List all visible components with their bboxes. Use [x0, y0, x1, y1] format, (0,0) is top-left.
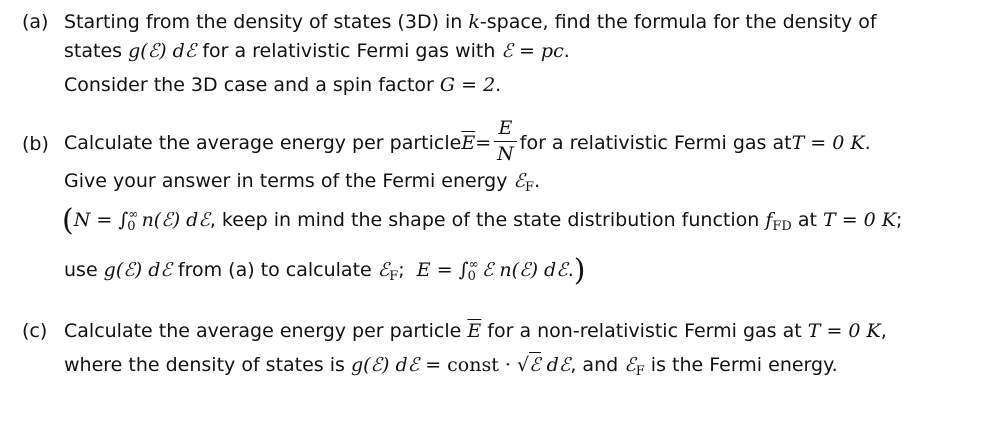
math-e-int: E = ∫	[416, 259, 469, 281]
math-e-bar: $\overline{E}$	[461, 131, 476, 154]
part-c-label: (c)	[22, 320, 48, 342]
text: ;	[896, 209, 903, 231]
text: , keep in mind the shape of the state distribution function	[209, 209, 766, 231]
math-n-int: N = ∫	[73, 209, 129, 231]
text: where the density of states is	[64, 354, 351, 376]
math-g-2: G = 2	[439, 74, 496, 96]
math-n-de: n(ℰ) dℰ	[135, 209, 210, 231]
text: for a relativistic Fermi gas at	[519, 131, 792, 154]
part-c-line-2	[64, 354, 838, 379]
part-b-line-4	[64, 253, 586, 288]
text: .	[495, 74, 502, 96]
math-ef-sub: F	[389, 269, 399, 284]
part-a-line-2	[64, 42, 570, 61]
text: at	[791, 209, 823, 231]
text: Consider the 3D case and a spin factor	[64, 74, 440, 96]
math-ef: ℰ	[513, 170, 526, 192]
text: from (a) to calculate	[171, 259, 378, 281]
math-t-0k: T = 0 K	[791, 131, 865, 154]
math-g-de: g(ℰ) dℰ	[103, 259, 172, 281]
math-ef-sub: F	[525, 180, 535, 195]
open-paren: (	[62, 203, 74, 238]
text: -space, find the formula for the density of	[479, 11, 877, 33]
part-b-line-1	[64, 118, 871, 168]
part-a-label: (a)	[22, 11, 49, 33]
text: states	[64, 40, 129, 62]
text: for a relativistic Fermi gas with	[196, 40, 502, 62]
math-g-de: g(ℰ) dℰ	[128, 40, 197, 62]
text: .	[534, 170, 541, 192]
math-const: = const ·	[419, 354, 517, 376]
text: Give your answer in terms of the Fermi energy	[64, 170, 514, 192]
math-e-bar: $\overline{E}$	[467, 320, 482, 342]
sqrt-body: ℰ	[529, 354, 541, 376]
int-upper: ∞	[468, 257, 479, 271]
text: ,	[880, 320, 887, 342]
part-a-line-3	[64, 76, 501, 95]
int-lower: 0	[467, 269, 476, 284]
part-b-line-3	[62, 203, 903, 238]
text: Calculate the average energy per particle	[64, 320, 468, 342]
math-ef: ℰ	[624, 354, 636, 376]
part-b-label: (b)	[22, 133, 49, 155]
close-paren: )	[573, 253, 586, 288]
part-c-line-1	[64, 322, 887, 341]
fraction-numerator: E	[494, 119, 517, 142]
int-lower: 0	[127, 219, 136, 234]
text: is the Fermi energy.	[644, 354, 838, 376]
math-de: dℰ	[540, 354, 571, 376]
part-b-line-2	[64, 170, 541, 195]
math-k: k	[468, 11, 480, 33]
math-e-pc: ℰ = pc	[501, 40, 564, 62]
math-ef-sub: F	[635, 364, 645, 379]
text: Starting from the density of states (3D) in	[64, 11, 469, 33]
int-upper: ∞	[128, 207, 139, 221]
math-g-de: g(ℰ) dℰ	[350, 354, 420, 376]
text: .	[563, 40, 570, 62]
math-f-sub: FD	[772, 219, 792, 234]
math-eq: =	[475, 131, 492, 154]
text: for a non-relativistic Fermi gas at	[481, 320, 808, 342]
sqrt-symbol: √	[517, 354, 530, 376]
math-f: f	[765, 209, 773, 231]
text: use	[64, 259, 104, 281]
text: .	[864, 131, 871, 154]
part-a-line-1	[64, 13, 877, 32]
math-t-0k: T = 0 K	[823, 209, 896, 231]
text: .	[567, 259, 574, 281]
math-e-n-de: ℰ n(ℰ) dℰ	[475, 259, 568, 281]
text: , and	[570, 354, 625, 376]
text: Calculate the average energy per particle	[64, 131, 462, 154]
fraction-denominator: N	[497, 142, 514, 165]
math-ef: ℰ	[377, 259, 390, 281]
text: ;	[398, 259, 417, 281]
math-t-0k: T = 0 K	[807, 320, 881, 342]
fraction-e-over-n	[494, 116, 517, 165]
